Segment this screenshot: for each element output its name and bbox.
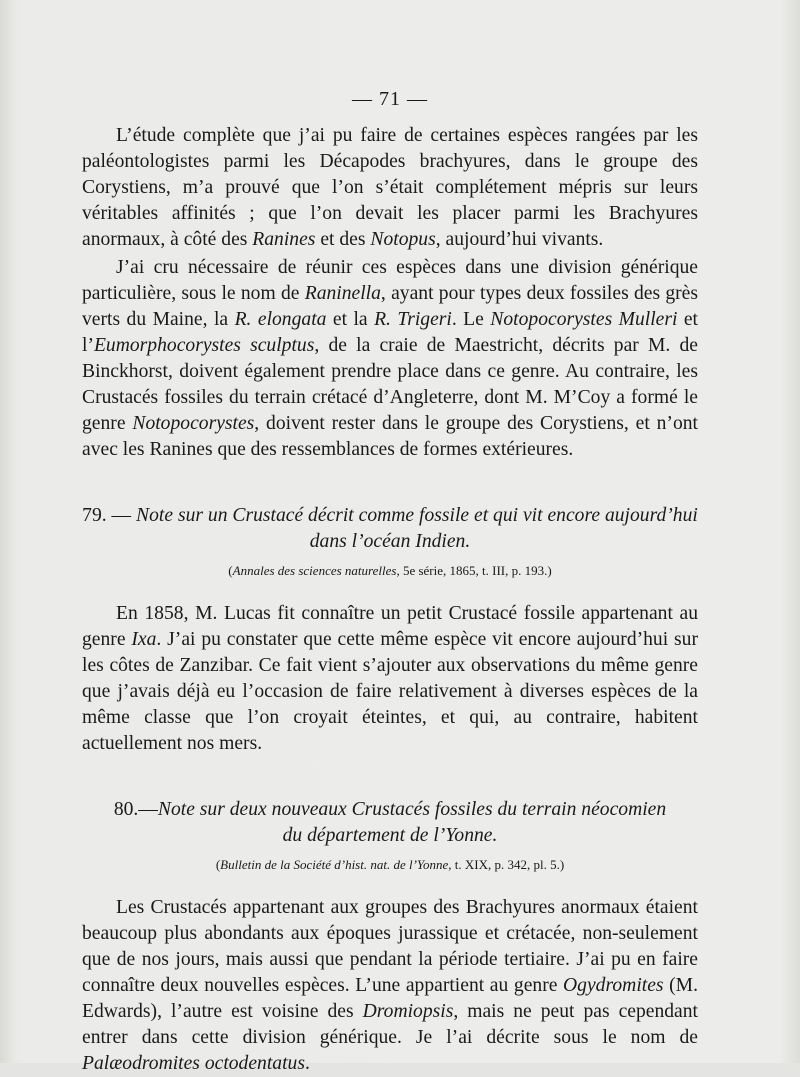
text-run: En 1858, M. Lucas fit connaître un petit Crustacé fossile appartenant au genre: [82, 603, 698, 650]
text-run: , doivent rester dans le groupe des Corystiens, et n’ont avec les Ranines que des ressemblances de formes extérieures.: [82, 413, 698, 460]
text-run: et la: [326, 309, 375, 330]
text-run: , de la craie de Maestricht, décrits par M. de Binckhorst, doivent également prendre place dans ce genre. Au contraire, les Crustacés fossiles du terrain crétacé d’Angleterre, dont M. M’Coy a formé le genre: [82, 335, 699, 434]
intro-paragraph-2: [82, 255, 698, 463]
text-run: , aujourd’hui vivants.: [435, 229, 604, 250]
text-run: , ayant pour types deux fossiles des grès verts du Maine, la: [82, 283, 698, 330]
genus-name: Ogydromites: [563, 975, 664, 996]
text-run: . Le: [451, 309, 491, 330]
text-run: . J’ai pu constater que cette même espèce vit encore aujourd’hui sur les côtes de Zanzibar. Ce fait vient s’ajouter aux observations du même genre que j’avais déjà eu l’occasion de faire relativement à diverses espèces de la même classe que l’on croyait éteintes, et qui, au contraire, habitent actuellement nos mers.: [82, 629, 698, 754]
species-name: Palæodromites octodentatus: [82, 1053, 305, 1074]
text-run: .: [304, 1053, 310, 1074]
species-name: R. elongata: [234, 309, 327, 330]
ref-text: , 5e série, 1865, t. III, p. 193.): [396, 563, 552, 578]
genus-name: Ranines: [252, 229, 316, 250]
text-run: et l’: [82, 309, 699, 356]
text-run: et des: [315, 229, 371, 250]
ref-text: , t. XIX, p. 342, pl. 5.): [448, 857, 565, 872]
text-run: (M. Edwards), l’autre est voisine des: [82, 975, 698, 1022]
section-79-heading: [82, 503, 698, 579]
ref-text: (: [215, 857, 221, 872]
section-80-body: [82, 895, 698, 1077]
species-name: R. Trigeri: [374, 309, 452, 330]
title-line-1: Note sur deux nouveaux Crustacés fossiles du terrain néocomien: [157, 799, 667, 820]
page-number: — 71 —: [352, 88, 428, 110]
ref-journal: Bulletin de la Société d’hist. nat. de l’Yonne: [220, 857, 449, 872]
text-run: J’ai cru nécessaire de réunir ces espèces dans une division générique particulière, sous le nom de: [82, 257, 698, 304]
genus-name: Notopocorystes: [132, 413, 255, 434]
section-79-title: [82, 503, 698, 555]
section-number: 79. —: [82, 505, 137, 526]
species-name: Eumorphocorystes sculptus: [93, 335, 315, 356]
section-79-reference: [82, 563, 698, 579]
genus-name: Notopus: [370, 229, 436, 250]
intro-paragraph-1: [82, 123, 698, 253]
genus-name: Ixa: [131, 629, 157, 650]
title-line-2: dans l’océan Indien.: [309, 531, 471, 552]
ref-journal: Annales des sciences naturelles: [232, 563, 397, 578]
section-80-title: [82, 797, 698, 849]
title-line-1: Note sur un Crustacé décrit comme fossile et qui vit encore aujourd’hui: [136, 505, 698, 526]
page-content: [82, 88, 698, 1077]
text-run: , mais ne peut pas cependant entrer dans cette division générique. Je l’ai décrite sous le nom de: [82, 1001, 698, 1048]
section-number: 80.—: [113, 799, 158, 820]
section-80-reference: [82, 857, 698, 873]
text-run: L’étude complète que j’ai pu faire de certaines espèces rangées par les paléontologistes parmi les Décapodes brachyures, dans le groupe des Corystiens, m’a prouvé que l’on s’était complétement mépris sur leurs véritables affinités ; que l’on devait les placer parmi les Brachyures anormaux, à côté des: [82, 125, 698, 250]
genus-name: Dromiopsis: [362, 1001, 454, 1022]
section-79-body: [82, 601, 698, 757]
genus-name: Raninella: [304, 283, 381, 304]
species-name: Notopocorystes Mulleri: [490, 309, 678, 330]
text-run: Les Crustacés appartenant aux groupes des Brachyures anormaux étaient beaucoup plus abondants aux époques jurassique et crétacée, non-seulement que de nos jours, mais aussi que pendant la période tertiaire. J’ai pu en faire connaître deux nouvelles espèces. L’une appartient au genre: [82, 897, 698, 996]
title-line-2: du département de l’Yonne.: [282, 825, 498, 846]
ref-text: (: [228, 563, 233, 578]
section-80-heading: [82, 797, 698, 873]
